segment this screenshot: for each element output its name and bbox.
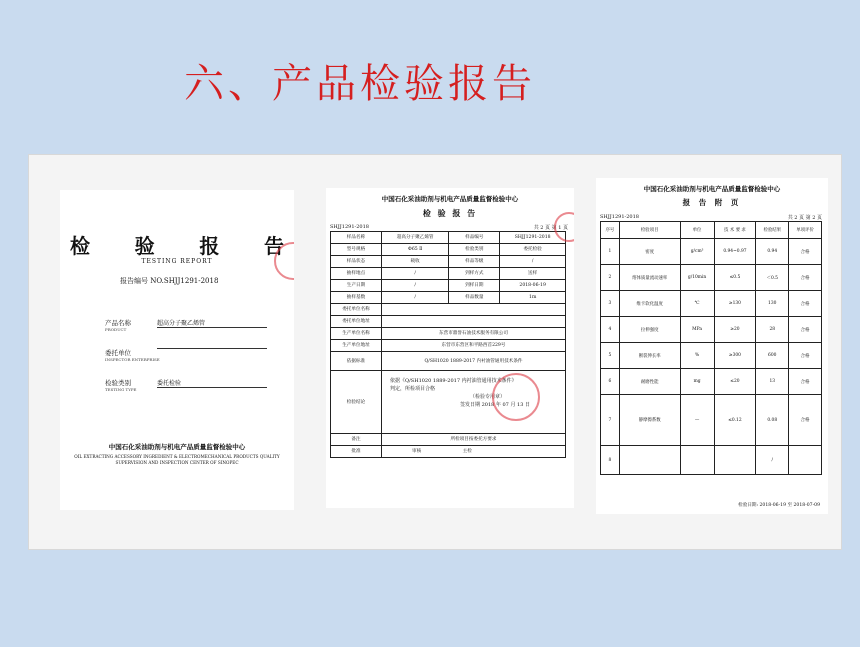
appendix-title: 报 告 附 页 (682, 198, 742, 207)
appendix-org: 中国石化采油助剂与机电产品质量监督检验中心 (643, 185, 781, 193)
table-row: 8 / (601, 446, 822, 475)
slide-title: 六、产品检验报告 (184, 61, 536, 107)
appendix-footer: 检验日期: 2018-06-19 至 2018-07-09 (738, 503, 820, 508)
table-row: 批准 审核 主检 (331, 446, 566, 458)
table-row: 抽样地点 / 到样方式 送样 (331, 268, 566, 280)
table-row: 4 拉伸强度 MPa ≥20 28 合格 (601, 317, 822, 343)
table-row: 6 耐磨性能 mg ≤20 13 合格 (601, 369, 822, 395)
report-title: 检 验 报 告 (422, 208, 478, 218)
table-header-row: 序号 检验项目 单位 技 术 要 求 检验结果 单项评价 (601, 222, 822, 239)
cover-title-char: 验 (134, 234, 155, 258)
conclusion-line: 判定，所检项目合格 (390, 386, 436, 392)
table-row: 样品名称 超高分子聚乙烯管 样品编号 SHJJ1291-2018 (331, 232, 566, 244)
table-row: 委托单位地址 (331, 316, 566, 328)
table-row: 1 密度 g/cm³ 0.94~0.97 0.94 合格 (601, 239, 822, 265)
report-meta: SHJJ1291-2018 共 2 页 第 1 页 (330, 224, 568, 231)
report-org: 中国石化采油助剂与机电产品质量监督检验中心 (381, 195, 519, 203)
cover-title-char: 报 (199, 234, 220, 258)
cover-title (70, 230, 284, 259)
cover-field-client: 委托单位 INSPECTOR ENTERPRISE (105, 348, 160, 362)
report-cover-page (60, 190, 294, 510)
cover-field-product: 产品名称 PRODUCT 超高分子聚乙烯管 (105, 318, 131, 332)
appendix-meta: SHJJ1291-2018 共 2 页 第 2 页 (600, 214, 822, 221)
cover-title-en: TESTING REPORT (141, 258, 213, 265)
cover-report-no: 报告编号 NO.SHJJ1291-2018 (120, 277, 219, 285)
table-row: 依据标准 Q/SH1020 1889-2017 内衬油管通用技术条件 (331, 352, 566, 371)
table-row: 2 熔体质量流动速率 g/10min ≤0.5 ＜0.5 合格 (601, 265, 822, 291)
table-row: 3 维卡软化温度 ℃ ≥130 130 合格 (601, 291, 822, 317)
table-row: 型号规格 Φ65 Ⅱ 检验类别 委托检验 (331, 244, 566, 256)
cover-title-char: 检 (70, 234, 90, 258)
table-row: 检验结论 依据《Q/SH1020 1889-2017 内衬油管通用技术条件》 判定，所检项目合格 （检验专用章） 签发日期 2018 年 07 月 13 日 (331, 371, 566, 434)
table-row: 生产日期 / 到样日期 2018-06-19 (331, 280, 566, 292)
cover-title-char: 告 (263, 234, 284, 258)
table-row: 委托单位名称 (331, 304, 566, 316)
cover-org-name: 中国石化采油助剂与机电产品质量监督检验中心 (108, 443, 246, 451)
report-page-1 (326, 188, 574, 508)
table-row: 5 断裂伸长率 % ≥300 600 合格 (601, 343, 822, 369)
table-row: 备注 所检项目按委托方要求 (331, 434, 566, 446)
cover-field-type: 检验类别 TESTING TYPE 委托检验 (105, 378, 136, 392)
sign-date: 签发日期 2018 年 07 月 13 日 (460, 402, 530, 408)
report-appendix-page (596, 178, 828, 514)
inspection-seal-text: （检验专用章） (470, 394, 506, 400)
table-row: 生产单位名称 东营市鼎誉石油技术服务有限公司 (331, 328, 566, 340)
table-row: 7 静摩擦系数 — ≤0.12 0.08 合格 (601, 395, 822, 446)
table-row: 样品状态 载收 样品等级 / (331, 256, 566, 268)
table-row: 生产单位地址 东营市东营区和平路西首229号 (331, 340, 566, 352)
conclusion-line: 依据《Q/SH1020 1889-2017 内衬油管通用技术条件》 (390, 378, 517, 384)
inspection-seal (492, 373, 540, 421)
table-row: 抽样基数 / 样品数量 1m (331, 292, 566, 304)
cover-org-name-en: OIL EXTRACTING ACCESSORY INGREDIENT & ELECTROMECHANICAL PRODUCTS QUALITY SUPERVISION AND INSPECTION CENTER OF SINOPEC (74, 454, 280, 465)
appendix-table (600, 221, 822, 475)
report-table (330, 231, 566, 458)
